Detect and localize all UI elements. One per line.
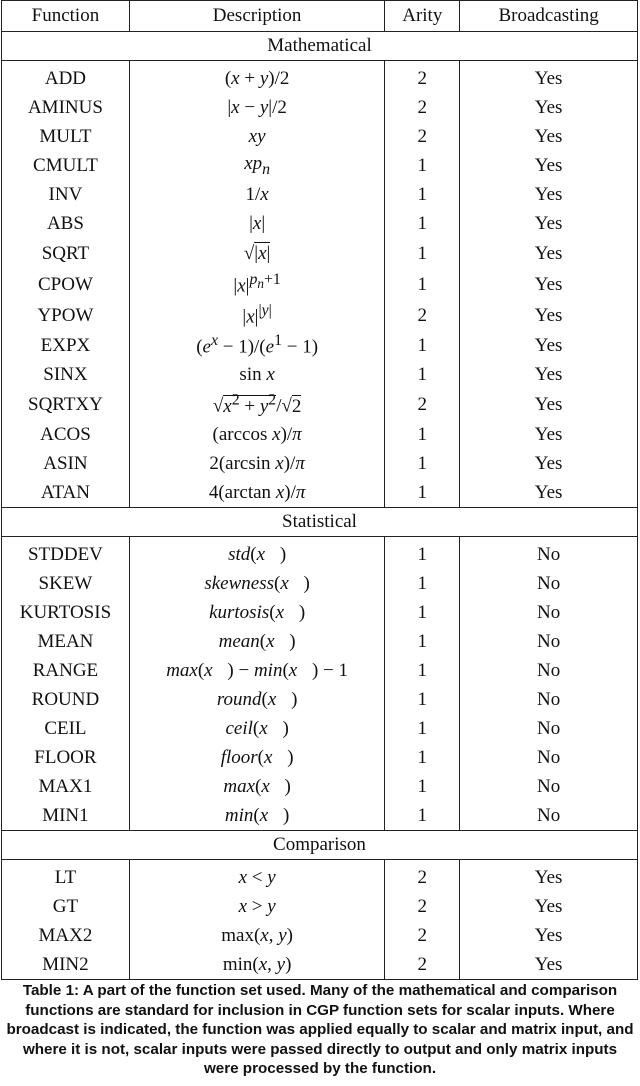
arity-cell: 1	[385, 714, 460, 743]
arity-cell: 2	[385, 860, 460, 893]
table-row	[2, 151, 638, 180]
broadcasting-cell: Yes	[460, 180, 638, 209]
section-title: Mathematical	[2, 32, 638, 61]
arity-cell: 1	[385, 209, 460, 238]
broadcasting-cell: No	[460, 772, 638, 801]
function-name-cell: MAX2	[2, 921, 130, 950]
function-name-cell: MEAN	[2, 627, 130, 656]
section-row	[2, 831, 638, 860]
function-set-table	[1, 0, 638, 980]
description-cell: x > y	[129, 892, 384, 921]
description-cell: round(x⃗)	[129, 685, 384, 714]
function-name-cell: ASIN	[2, 449, 130, 478]
broadcasting-cell: No	[460, 627, 638, 656]
broadcasting-cell: Yes	[460, 122, 638, 151]
arity-cell: 1	[385, 420, 460, 449]
broadcasting-cell: Yes	[460, 420, 638, 449]
table-row	[2, 331, 638, 360]
broadcasting-cell: No	[460, 569, 638, 598]
description-cell: mean(x⃗)	[129, 627, 384, 656]
table-row	[2, 892, 638, 921]
function-name-cell: LT	[2, 860, 130, 893]
broadcasting-cell: Yes	[460, 209, 638, 238]
broadcasting-cell: Yes	[460, 389, 638, 420]
section-row	[2, 32, 638, 61]
function-name-cell: MIN2	[2, 950, 130, 980]
table-row	[2, 61, 638, 94]
description-cell: $xp_n$	[129, 151, 384, 180]
description-cell: $√x^2 + y^2/√2$	[129, 389, 384, 420]
description-cell: sin x	[129, 360, 384, 389]
broadcasting-cell: Yes	[460, 449, 638, 478]
function-name-cell: GT	[2, 892, 130, 921]
broadcasting-cell: Yes	[460, 478, 638, 508]
arity-cell: 2	[385, 389, 460, 420]
arity-cell: 1	[385, 685, 460, 714]
description-cell: |x|	[129, 209, 384, 238]
broadcasting-cell: No	[460, 537, 638, 570]
table-row	[2, 93, 638, 122]
function-name-cell: EXPX	[2, 331, 130, 360]
arity-cell: 2	[385, 950, 460, 980]
header-description: Description	[129, 1, 384, 32]
arity-cell: 1	[385, 743, 460, 772]
arity-cell: 1	[385, 801, 460, 831]
arity-cell: 1	[385, 331, 460, 360]
table-caption: Table 1: A part of the function set used. Many of the mathematical and comparison functions are standard for inclusion in CGP function sets for scalar inputs. Where broadcast is indicated, the function was applied equally to scalar and matrix input, and where it is not, scalar inputs were passed directly to output and only matrix inputs were processed by the function.	[6, 982, 634, 1077]
broadcasting-cell: Yes	[460, 93, 638, 122]
function-name-cell: MIN1	[2, 801, 130, 831]
arity-cell: 1	[385, 449, 460, 478]
broadcasting-cell: No	[460, 685, 638, 714]
description-cell: ceil(x⃗)	[129, 714, 384, 743]
broadcasting-cell: Yes	[460, 238, 638, 269]
function-name-cell: INV	[2, 180, 130, 209]
function-name-cell: ROUND	[2, 685, 130, 714]
description-cell: min(x⃗)	[129, 801, 384, 831]
header-broadcasting: Broadcasting	[460, 1, 638, 32]
broadcasting-cell: Yes	[460, 921, 638, 950]
broadcasting-cell: No	[460, 714, 638, 743]
arity-cell: 2	[385, 892, 460, 921]
function-name-cell: STDDEV	[2, 537, 130, 570]
description-cell: xy	[129, 122, 384, 151]
description-cell: $|x|^{p_n+1}$	[129, 269, 384, 300]
broadcasting-cell: Yes	[460, 360, 638, 389]
description-cell: max(x⃗)	[129, 772, 384, 801]
table-row	[2, 772, 638, 801]
function-name-cell: ACOS	[2, 420, 130, 449]
description-cell: (arccos x)/π	[129, 420, 384, 449]
table-row	[2, 420, 638, 449]
description-cell: √|x|	[129, 238, 384, 269]
broadcasting-cell: No	[460, 656, 638, 685]
arity-cell: 1	[385, 238, 460, 269]
function-name-cell: MULT	[2, 122, 130, 151]
table-row	[2, 714, 638, 743]
header-function: Function	[2, 1, 130, 32]
description-cell: |x − y|/2	[129, 93, 384, 122]
description-cell: $|x|^{|y|}$	[129, 300, 384, 331]
broadcasting-cell: Yes	[460, 300, 638, 331]
function-name-cell: AMINUS	[2, 93, 130, 122]
function-name-cell: SINX	[2, 360, 130, 389]
table-row	[2, 478, 638, 508]
description-cell: max(x, y)	[129, 921, 384, 950]
broadcasting-cell: Yes	[460, 950, 638, 980]
arity-cell: 1	[385, 537, 460, 570]
description-cell: max(x⃗) − min(x⃗) − 1	[129, 656, 384, 685]
function-name-cell: SQRT	[2, 238, 130, 269]
table-row	[2, 122, 638, 151]
table-row	[2, 656, 638, 685]
table-row	[2, 209, 638, 238]
broadcasting-cell: Yes	[460, 331, 638, 360]
function-name-cell: ADD	[2, 61, 130, 94]
table-row	[2, 801, 638, 831]
function-name-cell: CPOW	[2, 269, 130, 300]
arity-cell: 2	[385, 122, 460, 151]
description-cell: 4(arctan x)/π	[129, 478, 384, 508]
broadcasting-cell: No	[460, 743, 638, 772]
function-name-cell: KURTOSIS	[2, 598, 130, 627]
arity-cell: 1	[385, 151, 460, 180]
broadcasting-cell: Yes	[460, 61, 638, 94]
arity-cell: 1	[385, 569, 460, 598]
description-cell: floor(x⃗)	[129, 743, 384, 772]
function-name-cell: FLOOR	[2, 743, 130, 772]
table-row	[2, 180, 638, 209]
broadcasting-cell: No	[460, 598, 638, 627]
table-row	[2, 743, 638, 772]
broadcasting-cell: Yes	[460, 860, 638, 893]
arity-cell: 1	[385, 269, 460, 300]
description-cell: min(x, y)	[129, 950, 384, 980]
table-row	[2, 598, 638, 627]
function-name-cell: RANGE	[2, 656, 130, 685]
section-title: Comparison	[2, 831, 638, 860]
function-name-cell: CEIL	[2, 714, 130, 743]
function-name-cell: SKEW	[2, 569, 130, 598]
table-row	[2, 950, 638, 980]
description-cell: $(e^x - 1)/(e^1 - 1)$	[129, 331, 384, 360]
broadcasting-cell: Yes	[460, 892, 638, 921]
description-cell: kurtosis(x⃗)	[129, 598, 384, 627]
table-row	[2, 921, 638, 950]
table-row	[2, 389, 638, 420]
table-row	[2, 300, 638, 331]
table-row	[2, 360, 638, 389]
table-row	[2, 569, 638, 598]
function-name-cell: ATAN	[2, 478, 130, 508]
function-name-cell: ABS	[2, 209, 130, 238]
section-title: Statistical	[2, 508, 638, 537]
function-name-cell: SQRTXY	[2, 389, 130, 420]
header-row	[2, 1, 638, 32]
description-cell: std(x⃗)	[129, 537, 384, 570]
arity-cell: 2	[385, 300, 460, 331]
broadcasting-cell: Yes	[460, 269, 638, 300]
arity-cell: 1	[385, 180, 460, 209]
description-cell: skewness(x⃗)	[129, 569, 384, 598]
table-row	[2, 860, 638, 893]
arity-cell: 2	[385, 61, 460, 94]
table-row	[2, 627, 638, 656]
arity-cell: 2	[385, 93, 460, 122]
header-arity: Arity	[385, 1, 460, 32]
arity-cell: 1	[385, 478, 460, 508]
arity-cell: 1	[385, 598, 460, 627]
arity-cell: 1	[385, 627, 460, 656]
arity-cell: 2	[385, 921, 460, 950]
table-row	[2, 685, 638, 714]
table-row	[2, 449, 638, 478]
broadcasting-cell: Yes	[460, 151, 638, 180]
function-name-cell: CMULT	[2, 151, 130, 180]
function-name-cell: MAX1	[2, 772, 130, 801]
arity-cell: 1	[385, 360, 460, 389]
table-row	[2, 537, 638, 570]
description-cell: 1/x	[129, 180, 384, 209]
arity-cell: 1	[385, 772, 460, 801]
description-cell: 2(arcsin x)/π	[129, 449, 384, 478]
description-cell: (x + y)/2	[129, 61, 384, 94]
table-row	[2, 238, 638, 269]
section-row	[2, 508, 638, 537]
table-row	[2, 269, 638, 300]
function-name-cell: YPOW	[2, 300, 130, 331]
arity-cell: 1	[385, 656, 460, 685]
broadcasting-cell: No	[460, 801, 638, 831]
description-cell: x < y	[129, 860, 384, 893]
